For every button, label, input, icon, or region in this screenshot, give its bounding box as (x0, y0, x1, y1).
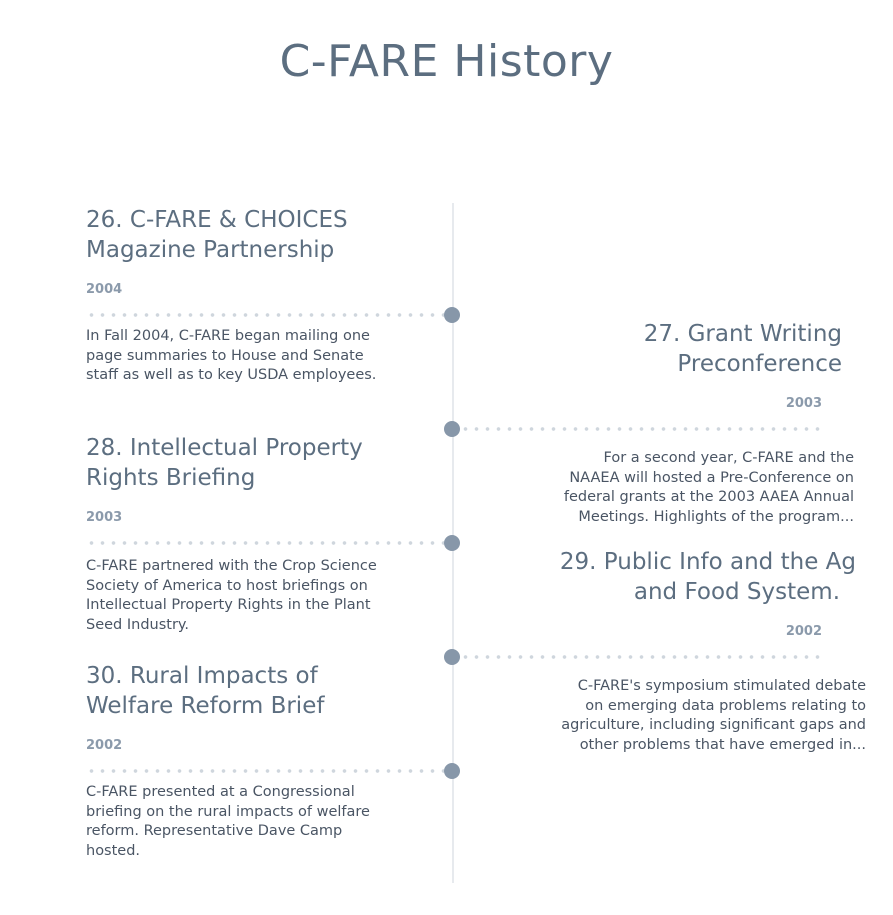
entry-description: In Fall 2004, C-FARE began mailing one page summaries to House and Senate staff as well as to key USDA employees. (86, 328, 377, 383)
entry-description: C-FARE presented at a Congressional briefing on the rural impacts of welfare reform. Representative Dave Camp hosted. (86, 784, 370, 859)
timeline-connector-dots (460, 427, 820, 431)
timeline-node (444, 763, 460, 779)
entry-description: C-FARE's symposium stimulated debate on emerging data problems relating to agriculture, including significant gaps and other problems that have emerged in... (561, 678, 866, 753)
timeline-connector-dots (460, 655, 820, 659)
page-title: C-FARE History (279, 36, 614, 87)
timeline-entry-28 (86, 433, 446, 635)
entry-title-line: Rights Briefing (86, 465, 256, 491)
entry-title[interactable] (86, 205, 446, 265)
timeline-connector-dots (86, 769, 444, 773)
entry-year: 2002 (785, 624, 822, 639)
entry-title-line: Welfare Reform Brief (86, 693, 325, 719)
entry-title-line: 30. Rural Impacts of (86, 663, 318, 689)
timeline-node (444, 535, 460, 551)
entry-year: 2003 (86, 510, 123, 525)
entry-title[interactable] (462, 547, 856, 607)
timeline-connector-dots (86, 541, 444, 545)
entry-description: C-FARE partnered with the Crop Science Society of America to host briefings on Intellectual Property Rights in the Plant Seed Industry. (86, 558, 377, 633)
entry-year: 2002 (86, 738, 123, 753)
entry-title[interactable] (86, 661, 446, 721)
timeline-entry-30 (86, 661, 446, 861)
entry-description: For a second year, C-FARE and the NAAEA will hosted a Pre-Conference on federal grants at the 2003 AAEA Annual Meetings. Highlights of the program... (563, 450, 854, 525)
entry-title[interactable] (86, 433, 446, 493)
entry-title[interactable] (462, 319, 842, 379)
timeline-entry-27 (462, 319, 854, 527)
timeline-node (444, 421, 460, 437)
entry-title-line: Magazine Partnership (86, 237, 335, 263)
timeline-node (444, 307, 460, 323)
entry-title-line: 27. Grant Writing (643, 321, 842, 347)
entry-year: 2004 (86, 282, 123, 297)
timeline-entry-29 (462, 547, 866, 755)
entry-title-line: 26. C-FARE & CHOICES (86, 207, 348, 233)
timeline-entry-26 (86, 205, 446, 386)
entry-title-line: 28. Intellectual Property (86, 435, 363, 461)
entry-title-line: 29. Public Info and the Ag (559, 549, 856, 575)
entry-title-line: Preconference (677, 351, 842, 377)
timeline-connector-dots (86, 313, 444, 317)
entry-year: 2003 (785, 396, 822, 411)
timeline-node (444, 649, 460, 665)
entry-title-line: and Food System. (633, 579, 840, 605)
